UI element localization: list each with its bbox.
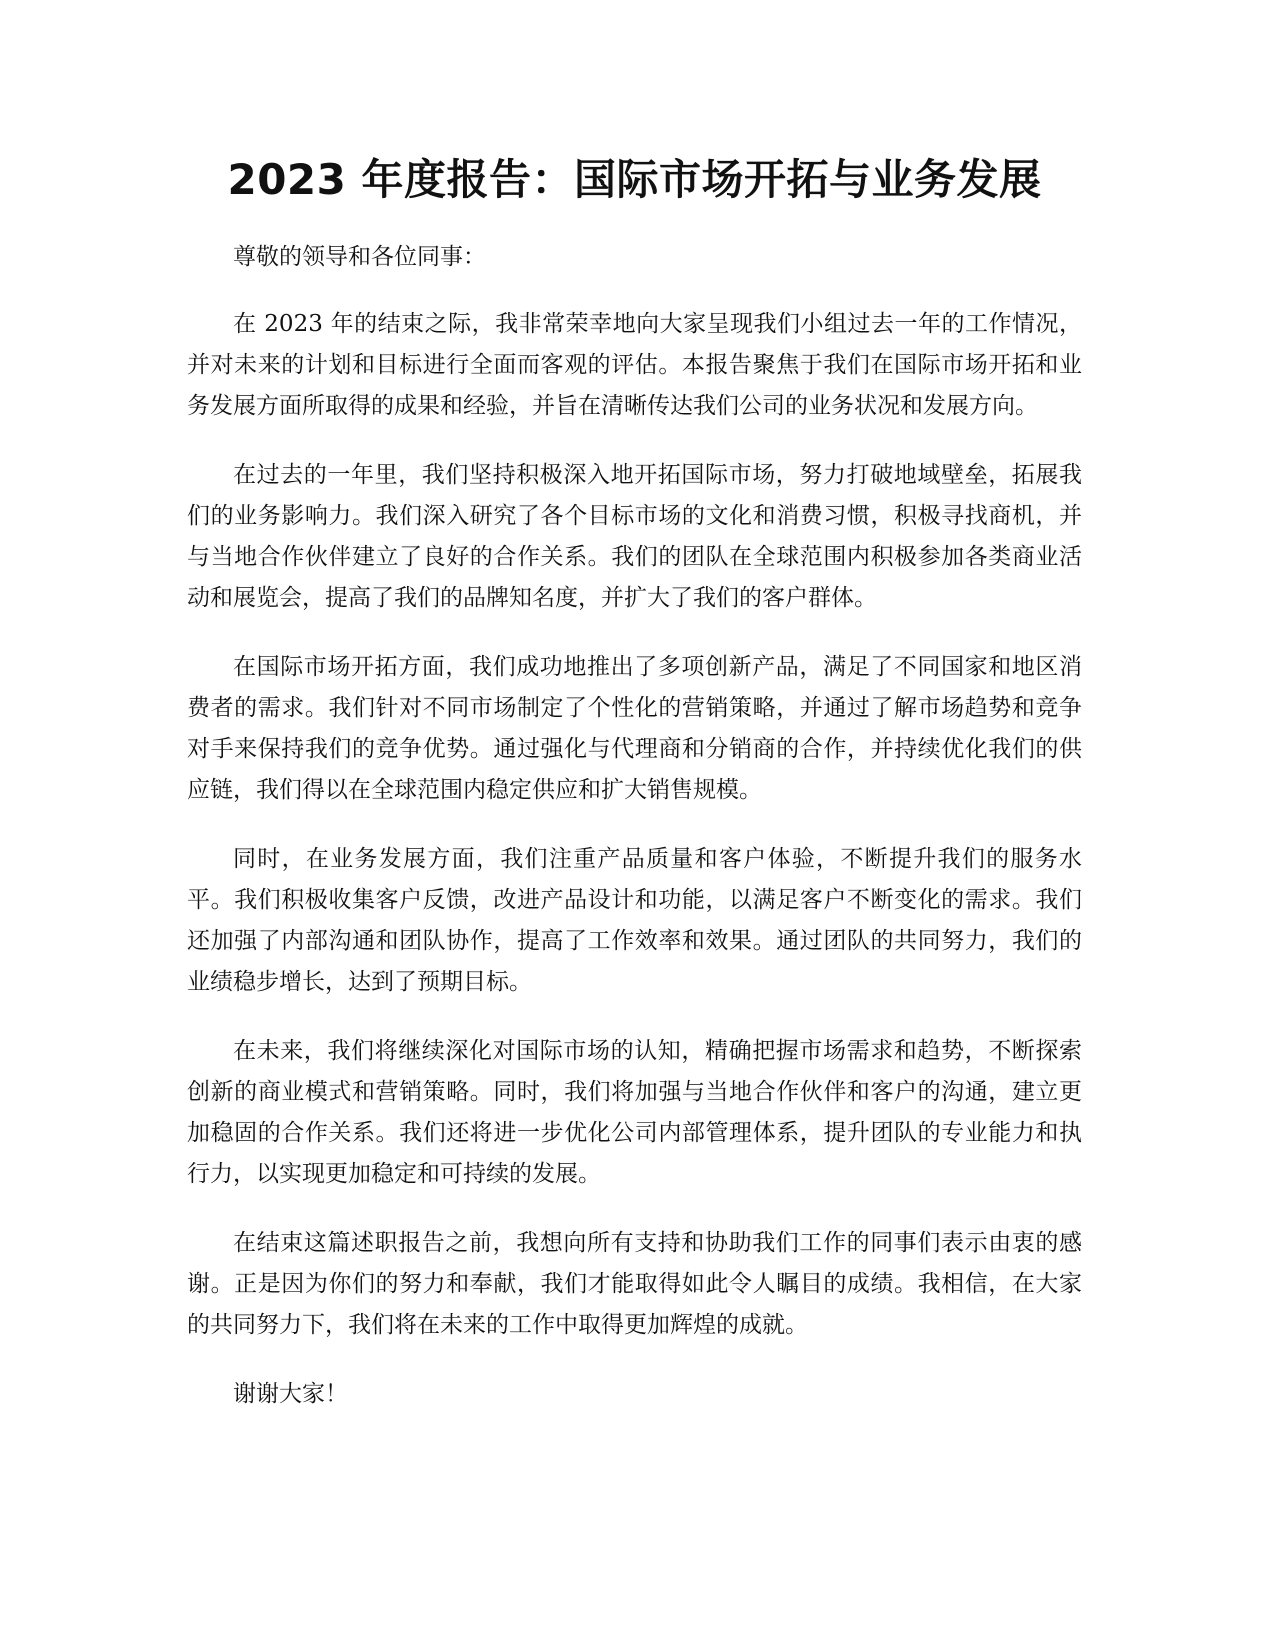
- paragraph-business-development: 同时，在业务发展方面，我们注重产品质量和客户体验，不断提升我们的服务水平。我们积极收集客户反馈，改进产品设计和功能，以满足客户不断变化的需求。我们还加强了内部沟通和团队协作，提高了工作效率和效果。通过团队的共同努力，我们的业绩稳步增长，达到了预期目标。: [187, 846, 1082, 995]
- paragraph-intro: 在 2023 年的结束之际，我非常荣幸地向大家呈现我们小组过去一年的工作情况，并对未来的计划和目标进行全面而客观的评估。本报告聚焦于我们在国际市场开拓和业务发展方面所取得的成果和经验，并旨在清晰传达我们公司的业务状况和发展方向。: [187, 311, 1082, 419]
- closing-line: 谢谢大家！: [233, 1381, 348, 1407]
- paragraph-future-plans: 在未来，我们将继续深化对国际市场的认知，精确把握市场需求和趋势，不断探索创新的商业模式和营销策略。同时，我们将加强与当地合作伙伴和客户的沟通，建立更加稳固的合作关系。我们还将进一步优化公司内部管理体系，提升团队的专业能力和执行力，以实现更加稳定和可持续的发展。: [187, 1038, 1082, 1187]
- salutation: 尊敬的领导和各位同事：: [233, 244, 486, 270]
- paragraph-market-expansion: 在过去的一年里，我们坚持积极深入地开拓国际市场，努力打破地域壁垒，拓展我们的业务影响力。我们深入研究了各个目标市场的文化和消费习惯，积极寻找商机，并与当地合作伙伴建立了良好的合作关系。我们的团队在全球范围内积极参加各类商业活动和展览会，提高了我们的品牌知名度，并扩大了我们的客户群体。: [187, 462, 1082, 611]
- document-body: [187, 237, 1082, 1443]
- paragraph-innovation: 在国际市场开拓方面，我们成功地推出了多项创新产品，满足了不同国家和地区消费者的需求。我们针对不同市场制定了个性化的营销策略，并通过了解市场趋势和竞争对手来保持我们的竞争优势。通过强化与代理商和分销商的合作，并持续优化我们的供应链，我们得以在全球范围内稳定供应和扩大销售规模。: [187, 654, 1082, 803]
- document-title: 2023 年度报告：国际市场开拓与业务发展: [227, 155, 1042, 204]
- paragraph-thanks: 在结束这篇述职报告之前，我想向所有支持和协助我们工作的同事们表示由衷的感谢。正是因为你们的努力和奉献，我们才能取得如此令人瞩目的成绩。我相信，在大家的共同努力下，我们将在未来的工作中取得更加辉煌的成就。: [187, 1230, 1082, 1338]
